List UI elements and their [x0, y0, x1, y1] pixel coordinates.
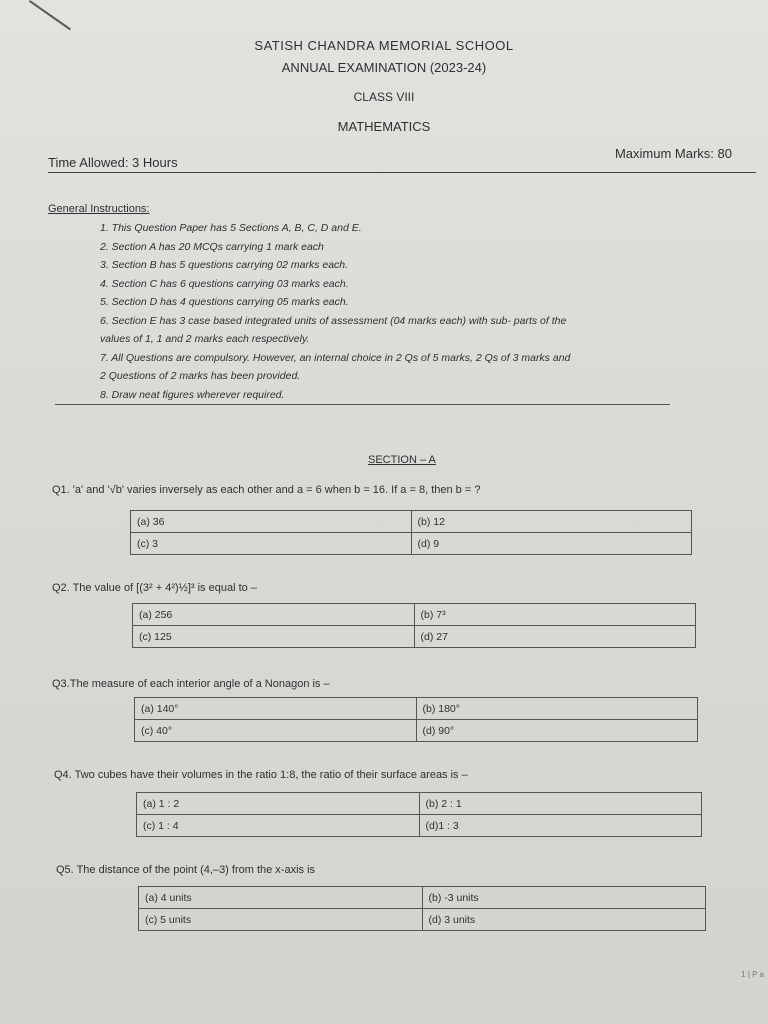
paper-fold-mark — [29, 0, 71, 30]
header-divider — [48, 172, 756, 173]
maximum-marks: Maximum Marks: 80 — [614, 146, 732, 161]
time-allowed: Time Allowed: 3 Hours — [48, 155, 178, 170]
question-2: Q2. The value of [(3² + 4²)½]³ is equal to – — [52, 582, 257, 594]
option-b: (b) 180° — [416, 698, 698, 720]
exam-title: ANNUAL EXAMINATION (2023-24) — [281, 60, 487, 75]
option-a: (a) 36 — [131, 511, 412, 533]
option-c: (c) 125 — [133, 626, 415, 648]
instruction-item: 1. This Question Paper has 5 Sections A, B, C, D and E. — [100, 222, 362, 234]
question-1: Q1. 'a' and '√b' varies inversely as each other and a = 6 when b = 16. If a = 8, then b = ? — [52, 484, 481, 496]
instruction-item: 2 Questions of 2 marks has been provided. — [100, 370, 301, 382]
question-5-options — [138, 886, 706, 931]
option-b: (b) -3 units — [422, 887, 706, 909]
section-title: SECTION – A — [368, 454, 436, 466]
option-d: (d) 3 units — [422, 909, 706, 931]
option-a: (a) 4 units — [139, 887, 423, 909]
option-d: (d) 90° — [416, 720, 698, 742]
question-1-options — [130, 510, 692, 555]
option-d: (d) 9 — [411, 533, 692, 555]
instructions-list — [100, 219, 760, 404]
option-c: (c) 1 : 4 — [137, 815, 420, 837]
instructions-divider — [55, 404, 670, 405]
option-a: (a) 256 — [133, 604, 415, 626]
instruction-item: 3. Section B has 5 questions carrying 02 marks each. — [100, 259, 349, 271]
option-b: (b) 2 : 1 — [419, 793, 702, 815]
option-b: (b) 7³ — [414, 604, 696, 626]
option-c: (c) 5 units — [139, 909, 423, 931]
instruction-item: 8. Draw neat figures wherever required. — [100, 388, 285, 401]
option-d: (d) 27 — [414, 626, 696, 648]
instructions-title: General Instructions: — [48, 203, 150, 215]
option-a: (a) 1 : 2 — [137, 793, 420, 815]
instruction-item: values of 1, 1 and 2 marks each respectively. — [100, 333, 310, 345]
class-label: CLASS VIII — [353, 90, 415, 104]
instruction-item: 5. Section D has 4 questions carrying 05 marks each. — [100, 296, 349, 308]
question-4: Q4. Two cubes have their volumes in the ratio 1:8, the ratio of their surface areas is – — [54, 769, 468, 781]
question-3: Q3.The measure of each interior angle of a Nonagon is – — [52, 678, 330, 690]
option-c: (c) 3 — [131, 533, 412, 555]
instruction-item: 7. All Questions are compulsory. However, an internal choice in 2 Qs of 5 marks, 2 Qs of 3 marks and — [100, 351, 571, 364]
question-3-options — [134, 697, 698, 742]
question-5: Q5. The distance of the point (4,–3) from the x-axis is — [56, 864, 316, 876]
page-number: 1 | P a — [741, 970, 764, 979]
instruction-item: 6. Section E has 3 case based integrated units of assessment (04 marks each) with sub- parts of the — [100, 314, 567, 327]
instruction-item: 2. Section A has 20 MCQs carrying 1 mark each — [100, 240, 324, 253]
question-2-options — [132, 603, 696, 648]
school-name: SATISH CHANDRA MEMORIAL SCHOOL — [254, 38, 514, 53]
option-d: (d)1 : 3 — [419, 815, 702, 837]
subject-label: MATHEMATICS — [337, 119, 431, 134]
option-c: (c) 40° — [135, 720, 417, 742]
question-4-options — [136, 792, 702, 837]
option-b: (b) 12 — [411, 511, 692, 533]
option-a: (a) 140° — [135, 698, 417, 720]
instruction-item: 4. Section C has 6 questions carrying 03 marks each. — [100, 277, 349, 290]
